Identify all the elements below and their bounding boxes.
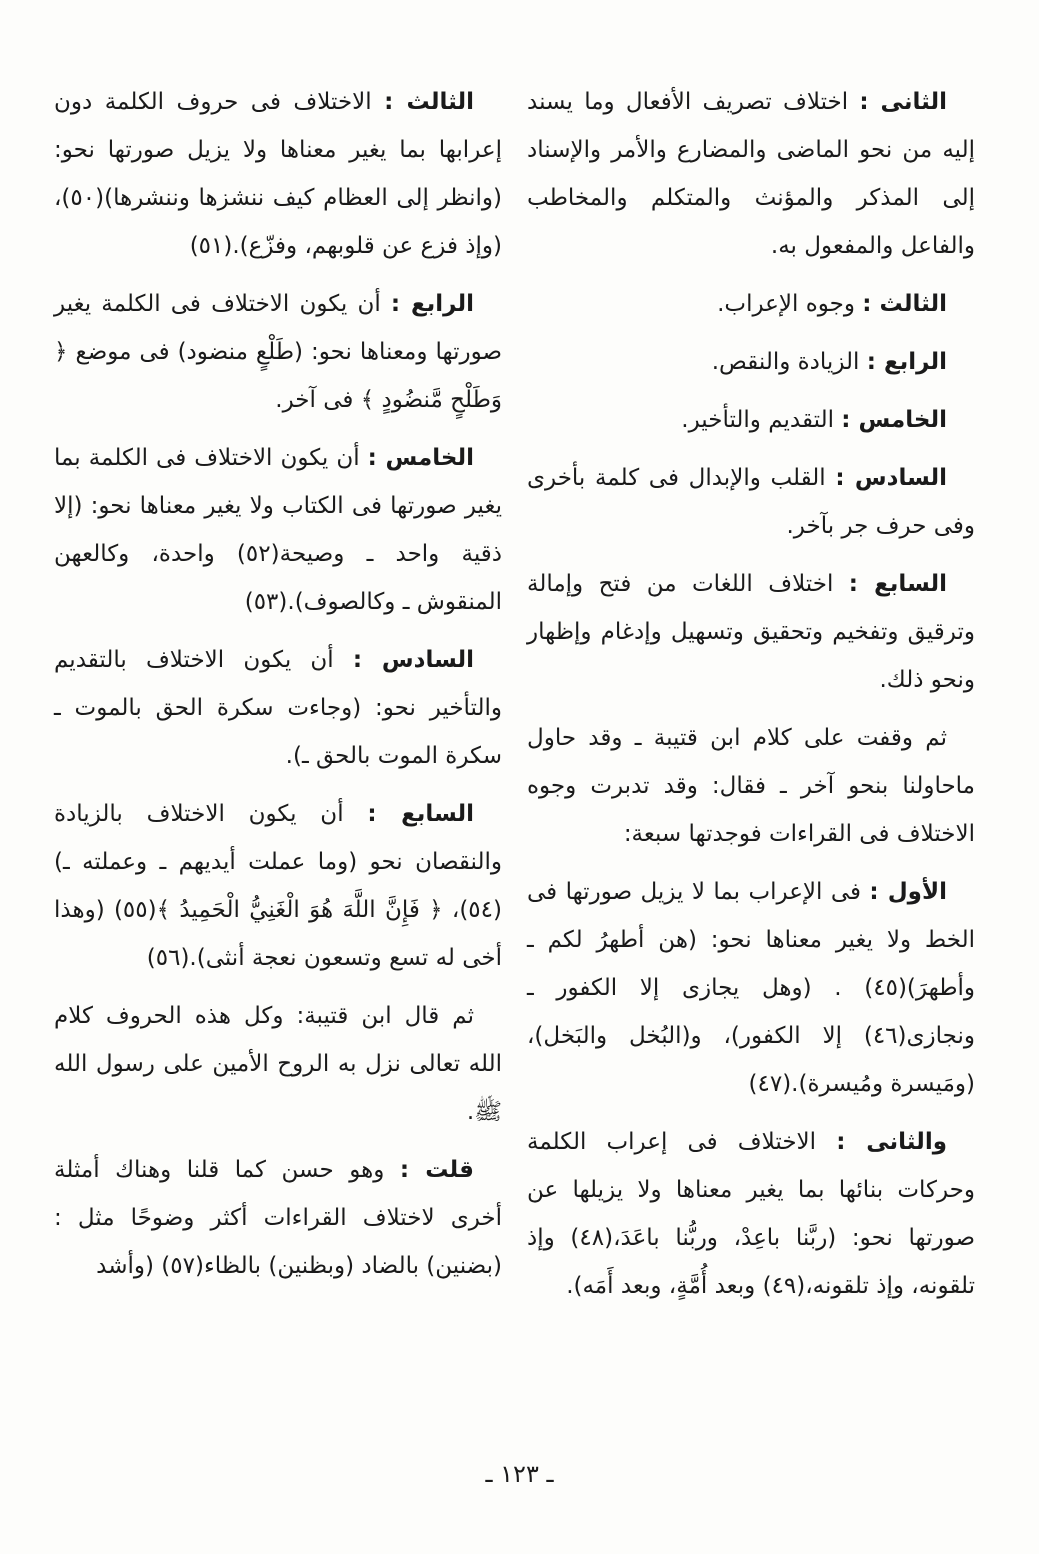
paragraph bbox=[54, 78, 502, 270]
paragraph-text: الزيادة والنقص. bbox=[711, 349, 867, 375]
paragraph-label: الخامس : bbox=[367, 445, 474, 471]
paragraph-text: اختلاف تصريف الأفعال وما يسند إليه من نحو الماضى والمضارع والأمر والإسناد إلى المذكر والمؤنث والمتكلم والمخاطب والفاعل والمفعول به. bbox=[527, 89, 975, 259]
paragraph bbox=[54, 434, 502, 626]
paragraph-text: القلب والإبدال فى كلمة بأخرى وفى حرف جر بآخر. bbox=[527, 465, 975, 539]
paragraph-label: الخامس : bbox=[841, 407, 947, 433]
paragraph bbox=[527, 454, 975, 550]
paragraph-label: قلت : bbox=[399, 1157, 474, 1183]
paragraph-label: الثالث : bbox=[862, 291, 947, 317]
paragraph-label: الرابع : bbox=[390, 291, 475, 317]
paragraph bbox=[54, 992, 502, 1136]
paragraph bbox=[54, 1146, 502, 1290]
paragraph bbox=[54, 636, 502, 780]
paragraph-label: والثانى : bbox=[836, 1129, 947, 1155]
paragraph-text: التقديم والتأخير. bbox=[681, 407, 842, 433]
paragraph bbox=[54, 280, 502, 424]
paragraph-label: الأول : bbox=[869, 879, 947, 905]
paragraph bbox=[527, 560, 975, 704]
paragraph-text: الاختلاف فى إعراب الكلمة وحركات بنائها بما يغير معناها ولا يزيلها عن صورتها نحو: (ربَّنا باعِدْ، وربُّنا باعَدَ،(٤٨) وإذ تلقونه، وإذ تلقونه،(٤٩) وبعد أُمَّةٍ، وبعد أَمَه). bbox=[527, 1129, 975, 1299]
paragraph bbox=[527, 868, 975, 1108]
paragraph bbox=[54, 790, 502, 982]
paragraph-text: اختلاف اللغات من فتح وإمالة وترقيق وتفخيم وتحقيق وتسهيل وإدغام وإظهار ونحو ذلك. bbox=[527, 571, 975, 693]
paragraph bbox=[527, 714, 975, 858]
paragraph-text: فى الإعراب بما لا يزيل صورتها فى الخط ولا يغير معناها نحو: (هن أطهرُ لكم ـ وأطهرَ)(٤٥) . (وهل يجازى إلا الكفور ـ ونجازى(٤٦) إلا الكفور)، و(البُخل والبَخل)، (ومَيسرة ومُيسرة).(٤٧) bbox=[527, 879, 975, 1097]
paragraph-text: وجوه الإعراب. bbox=[717, 291, 863, 317]
paragraph-text: وهو حسن كما قلنا وهناك أمثلة أخرى لاختلاف القراءات أكثر وضوحًا مثل : (بضنين) بالضاد (وبظنين) بالظاء(٥٧) (وأشد bbox=[54, 1157, 502, 1279]
paragraph-text: ثم قال ابن قتيبة: وكل هذه الحروف كلام الله تعالى نزل به الروح الأمين على رسول الله ﷺ. bbox=[54, 1003, 502, 1125]
paragraph-label: الثانى : bbox=[859, 89, 948, 115]
paragraph-text: أن يكون الاختلاف بالزيادة والنقصان نحو (وما عملت أيديهم ـ وعملته ـ)(٥٤)، ﴿ فَإِنَّ اللَّهَ هُوَ الْغَنِيُّ الْحَمِيدُ ﴾(٥٥) (وهذا أخى له تسع وتسعون نعجة أنثى).(٥٦) bbox=[54, 801, 502, 971]
paragraph-text: الاختلاف فى حروف الكلمة دون إعرابها بما يغير معناها ولا يزيل صورتها نحو: (وانظر إلى العظام كيف ننشزها وننشرها)(٥٠)، (وإذ فزع عن قلوبهم، وفزّع).(٥١) bbox=[54, 89, 502, 259]
paragraph-label: السادس : bbox=[835, 465, 948, 491]
paragraph-label: السادس : bbox=[352, 647, 475, 673]
page-number: ـ ١٢٣ ـ bbox=[485, 1460, 554, 1488]
paragraph bbox=[527, 280, 975, 328]
paragraph-label: الثالث : bbox=[384, 89, 475, 115]
paragraph bbox=[527, 396, 975, 444]
left-column bbox=[54, 78, 502, 1300]
paragraph-text: أن يكون الاختلاف فى الكلمة بما يغير صورتها فى الكتاب ولا يغير معناها نحو: (إلا ذقية واحد ـ وصيحة(٥٢) واحدة، وكالعهن المنقوش ـ وكالصوف).(٥٣) bbox=[54, 445, 502, 615]
paragraph-label: السابع : bbox=[367, 801, 474, 827]
right-column bbox=[527, 78, 975, 1320]
paragraph-text: أن يكون الاختلاف بالتقديم والتأخير نحو: (وجاءت سكرة الحق بالموت ـ سكرة الموت بالحق ـ). bbox=[54, 647, 502, 769]
paragraph bbox=[527, 1118, 975, 1310]
paragraph-label: السابع : bbox=[848, 571, 947, 597]
paragraph bbox=[527, 78, 975, 270]
paragraph-text: أن يكون الاختلاف فى الكلمة يغير صورتها ومعناها نحو: (طَلْعٍ منضود) فى موضع ﴿ وَطَلْحٍ مَّنضُودٍ ﴾ فى آخر. bbox=[54, 291, 502, 413]
paragraph-text: ثم وقفت على كلام ابن قتيبة ـ وقد حاول ماحاولنا بنحو آخر ـ فقال: وقد تدبرت وجوه الاختلاف فى القراءات فوجدتها سبعة: bbox=[527, 725, 975, 847]
paragraph bbox=[527, 338, 975, 386]
paragraph-label: الرابع : bbox=[866, 349, 947, 375]
